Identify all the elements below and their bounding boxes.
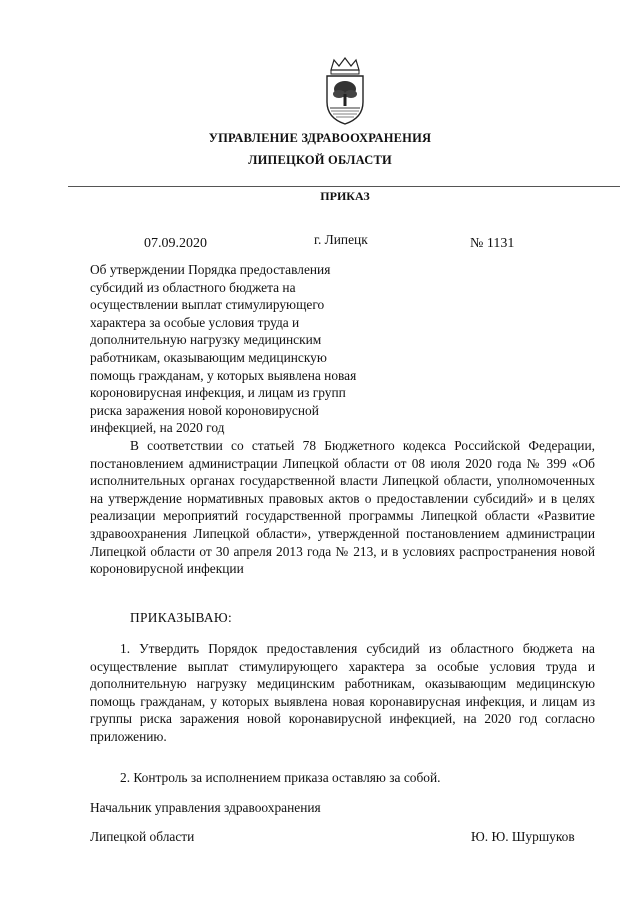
signature-position-line1: Начальник управления здравоохранения	[90, 800, 321, 815]
organization-name-line2: ЛИПЕЦКОЙ ОБЛАСТИ	[248, 153, 392, 167]
title-line: Об утверждении Порядка предоставления	[90, 262, 331, 277]
title-line: короновирусная инфекция, и лицам из групп	[90, 385, 346, 401]
signature-name: Ю. Ю. Шуршуков	[471, 829, 575, 844]
title-line: дополнительную нагрузку медицинским	[90, 332, 322, 348]
order-item-2: 2. Контроль за исполнением приказа оставляю за собой.	[120, 770, 441, 785]
order-word: ПРИКАЗЫВАЮ:	[130, 610, 232, 625]
preamble-paragraph: В соответствии со статьей 78 Бюджетного кодекса Российской Федерации, постановлением администрации Липецкой области от 08 июля 2020 года № 399 «Об исполнительных органах государственной власти Липецкой области, уполномоченных на утверждение нормативных правовых актов о предоставлении субсидий» и в целях реализации мероприятий государственной программы Липецкой области «Развитие здравоохранения Липецкой области», утвержденной постановлением администрации Липецкой области от 30 апреля 2013 года № 213, и в условиях распространения новой короновирусной инфекции	[90, 438, 595, 577]
coat-of-arms-emblem	[322, 56, 368, 126]
document-type: ПРИКАЗ	[320, 189, 370, 203]
title-line: работникам, оказывающим медицинскую	[90, 349, 327, 365]
order-item-1: 1. Утвердить Порядок предоставления субсидий из областного бюджета на осуществление выплат стимулирующего характера за особые условия труда и дополнительную нагрузку медицинским работникам, оказывающим медицинскую помощь гражданам, у которых выявлена новая коронавирусная инфекция, и лицам из группы риска заражения новой коронавирусной инфекцией, на 2020 год согласно приложению.	[90, 641, 595, 744]
title-line: риска заражения новой короновирусной	[90, 402, 319, 418]
title-line: помощь гражданам, у которых выявлена новая	[90, 367, 357, 383]
header-divider	[68, 186, 620, 187]
document-number: № 1131	[470, 236, 515, 251]
title-line: осуществлении выплат стимулирующего	[90, 297, 325, 313]
title-line: характера за особые условия труда и	[90, 314, 300, 330]
title-line: инфекцией, на 2020 год	[90, 420, 225, 436]
document-city: г. Липецк	[314, 232, 368, 247]
title-line: субсидий из областного бюджета на	[90, 279, 296, 295]
document-title	[90, 261, 390, 437]
organization-name-line1: УПРАВЛЕНИЕ ЗДРАВООХРАНЕНИЯ	[208, 131, 432, 145]
signature-position-line2: Липецкой области	[90, 829, 195, 844]
document-date: 07.09.2020	[144, 236, 207, 251]
